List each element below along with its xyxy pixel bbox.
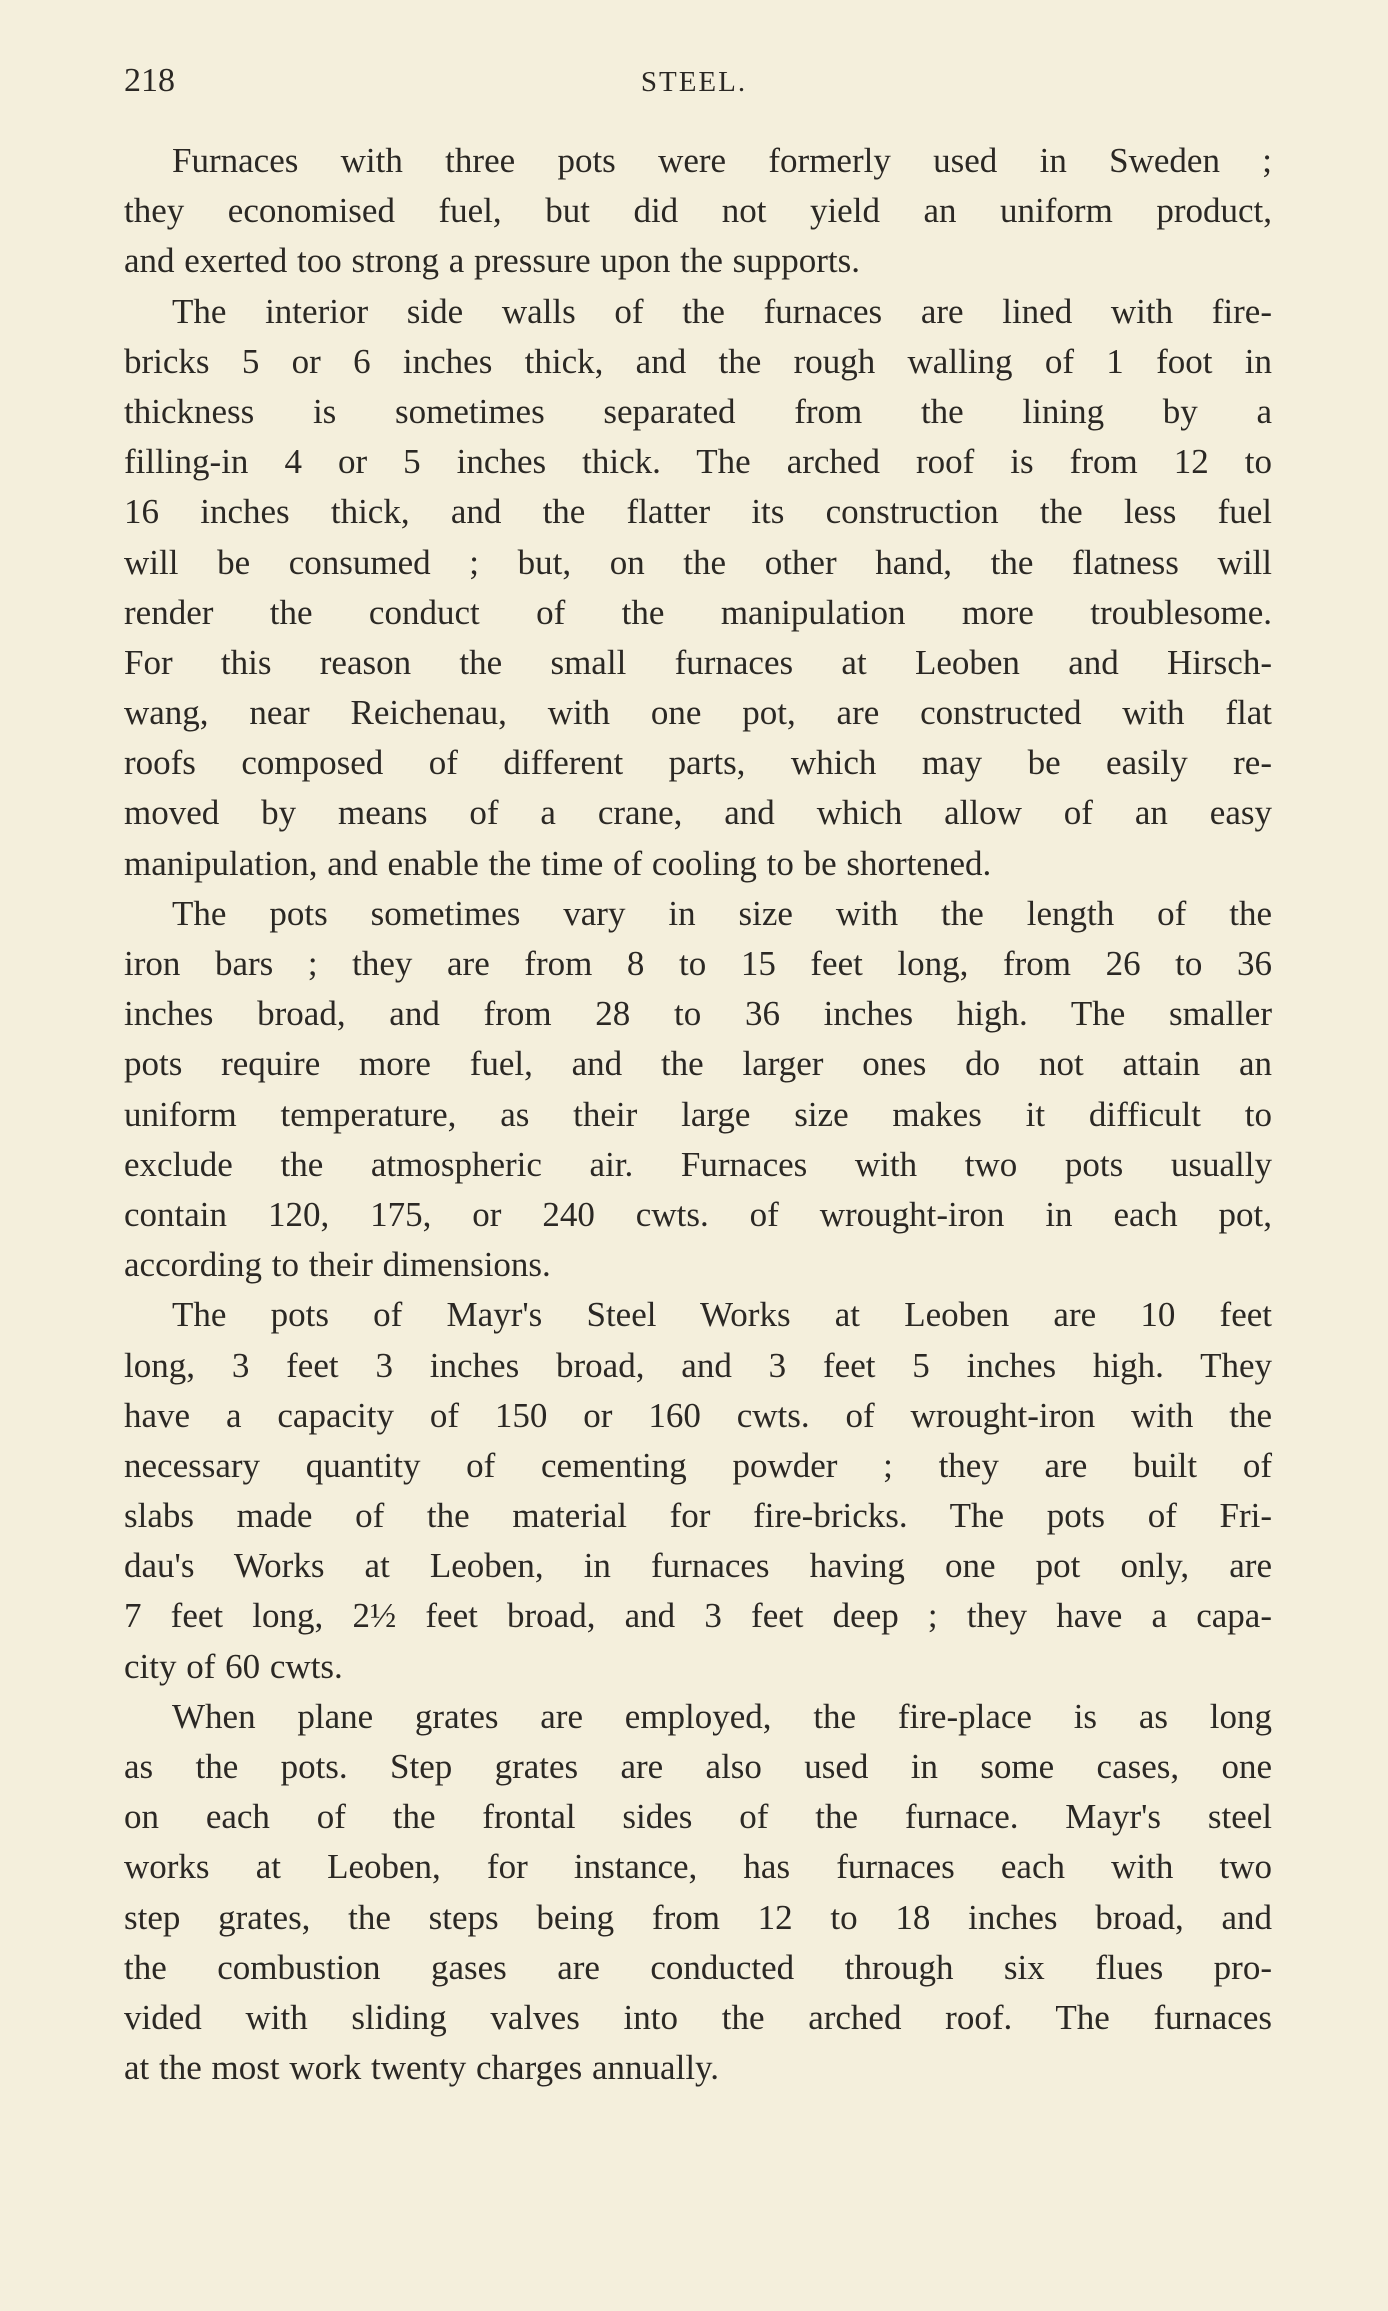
text-line: necessary quantity of cementing powder ; they are built of: [124, 1445, 1272, 1485]
text-line: long, 3 feet 3 inches broad, and 3 feet 5 inches high. They: [124, 1345, 1272, 1385]
paragraph: [124, 1692, 1272, 2094]
text-line: bricks 5 or 6 inches thick, and the rough walling of 1 foot in: [124, 341, 1272, 381]
text-line: The pots of Mayr's Steel Works at Leoben are 10 feet: [172, 1295, 1272, 1335]
body-text: [124, 136, 1272, 2093]
text-line: the combustion gases are conducted through six flues pro-: [124, 1947, 1272, 1987]
text-line: they economised fuel, but did not yield an uniform product,: [124, 191, 1272, 231]
text-line: will be consumed ; but, on the other hand, the flatness will: [124, 542, 1272, 582]
text-line: according to their dimensions.: [124, 1245, 551, 1285]
text-line: contain 120, 175, or 240 cwts. of wrought-iron in each pot,: [124, 1194, 1272, 1234]
text-line: inches broad, and from 28 to 36 inches high. The smaller: [124, 994, 1272, 1034]
text-line: For this reason the small furnaces at Leoben and Hirsch-: [124, 642, 1272, 682]
text-line: step grates, the steps being from 12 to 18 inches broad, and: [124, 1897, 1272, 1937]
paragraph: [124, 287, 1272, 889]
text-line: and exerted too strong a pressure upon the supports.: [124, 241, 861, 281]
text-line: moved by means of a crane, and which allow of an easy: [124, 793, 1272, 833]
paragraph: [124, 889, 1272, 1291]
text-line: on each of the frontal sides of the furnace. Mayr's steel: [124, 1797, 1272, 1837]
text-line: filling-in 4 or 5 inches thick. The arched roof is from 12 to: [124, 442, 1272, 482]
running-head: STEEL.: [640, 66, 748, 98]
text-line: exclude the atmospheric air. Furnaces with two pots usually: [124, 1144, 1272, 1184]
text-line: at the most work twenty charges annually.: [124, 2048, 720, 2088]
text-line: render the conduct of the manipulation more troublesome.: [124, 592, 1272, 632]
paragraph: [124, 136, 1272, 287]
text-line: vided with sliding valves into the arched roof. The furnaces: [124, 1997, 1272, 2037]
text-line: The pots sometimes vary in size with the length of the: [172, 893, 1272, 933]
text-line: manipulation, and enable the time of cooling to be shortened.: [124, 843, 992, 883]
text-line: dau's Works at Leoben, in furnaces having one pot only, are: [124, 1546, 1272, 1586]
text-line: have a capacity of 150 or 160 cwts. of wrought-iron with the: [124, 1395, 1272, 1435]
text-line: slabs made of the material for fire-bricks. The pots of Fri-: [124, 1496, 1272, 1536]
text-line: pots require more fuel, and the larger ones do not attain an: [124, 1044, 1272, 1084]
text-line: wang, near Reichenau, with one pot, are constructed with flat: [124, 693, 1272, 733]
text-line: works at Leoben, for instance, has furnaces each with two: [124, 1847, 1272, 1887]
text-line: roofs composed of different parts, which may be easily re-: [124, 743, 1272, 783]
text-line: Furnaces with three pots were formerly used in Sweden ;: [172, 141, 1272, 180]
text-line: iron bars ; they are from 8 to 15 feet long, from 26 to 36: [124, 944, 1272, 983]
text-line: The interior side walls of the furnaces are lined with fire-: [172, 291, 1272, 331]
text-line: 7 feet long, 2½ feet broad, and 3 feet deep ; they have a capa-: [124, 1596, 1272, 1636]
text-line: city of 60 cwts.: [124, 1646, 343, 1686]
text-line: as the pots. Step grates are also used in some cases, one: [124, 1747, 1272, 1786]
paragraph: [124, 1290, 1272, 1692]
text-line: thickness is sometimes separated from the lining by a: [124, 391, 1272, 431]
page-number: 218: [124, 62, 175, 99]
text-line: 16 inches thick, and the flatter its construction the less fuel: [124, 492, 1272, 532]
text-line: uniform temperature, as their large size makes it difficult to: [124, 1094, 1272, 1134]
text-line: When plane grates are employed, the fire-place is as long: [172, 1696, 1272, 1736]
